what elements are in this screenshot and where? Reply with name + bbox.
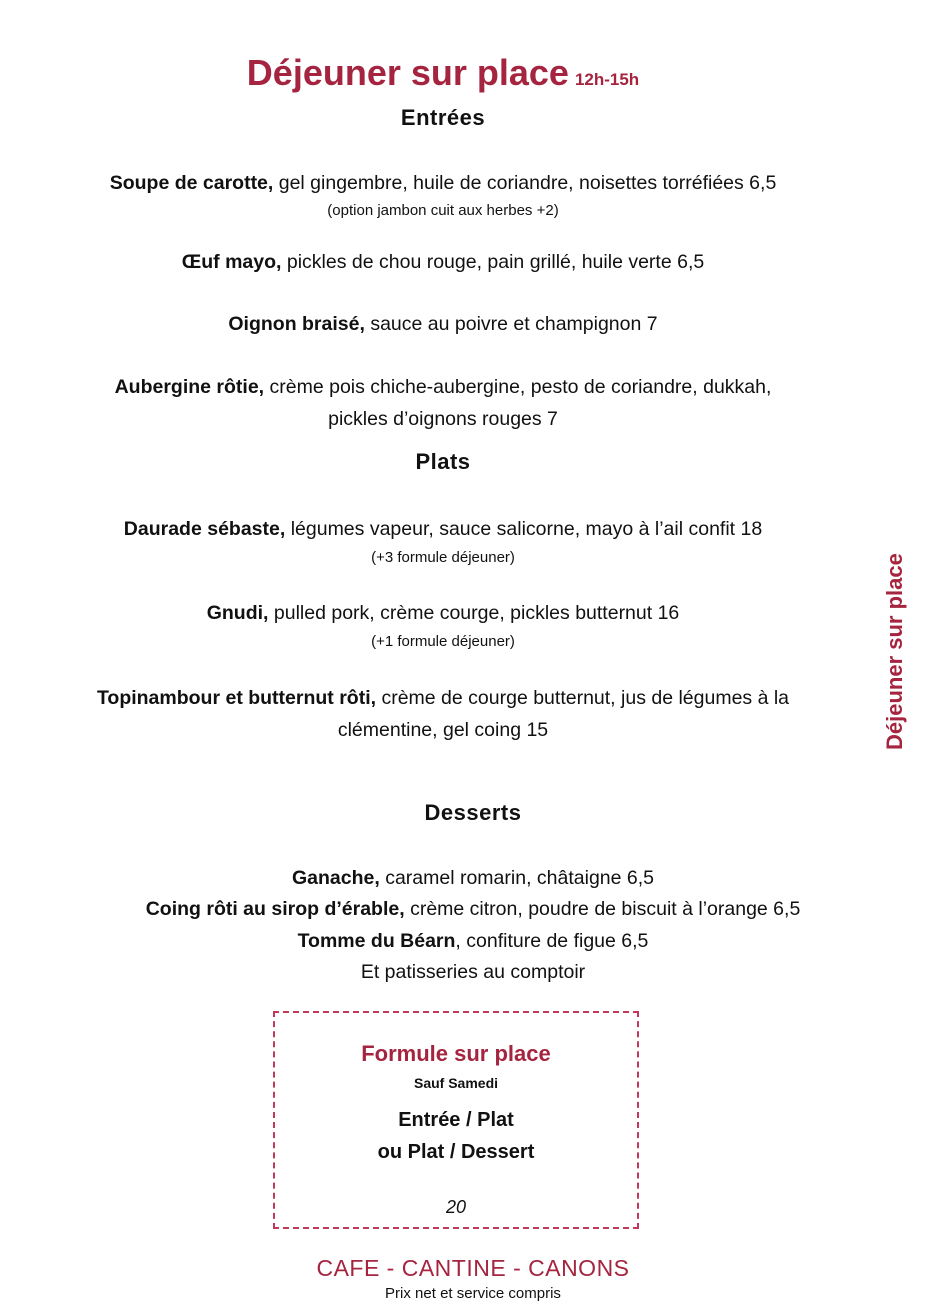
menu-item [30, 926, 916, 957]
dish-name: Tomme du Béarn [297, 930, 456, 952]
formule-option-1: Entrée / Plat [398, 1109, 514, 1131]
dish-description: caramel romarin, châtaigne 6,5 [379, 867, 654, 889]
footer-brand: CAFE - CANTINE - CANONS [316, 1255, 630, 1281]
dish-description: crème de courge butternut, jus de légumes à la [376, 687, 790, 709]
formule-price: 20 [445, 1197, 467, 1217]
dish-name: Ganache, [291, 867, 380, 889]
page-title-row [0, 52, 886, 94]
dish-note: (+3 formule déjeuner) [371, 549, 515, 566]
formule-option-2: ou Plat / Dessert [377, 1141, 535, 1163]
dish-description: crème citron, poudre de biscuit à l’orange 6,5 [404, 898, 801, 920]
footer-note: Prix net et service compris [385, 1285, 561, 1302]
formule-box [273, 1011, 639, 1229]
dish-name: Topinambour et butternut rôti, [96, 687, 377, 709]
dish-name: Gnudi, [206, 602, 269, 624]
dish-description: pickles de chou rouge, pain grillé, huile verte 6,5 [281, 251, 705, 273]
dish-name: Daurade sébaste, [123, 518, 286, 540]
dish-name: Coing rôti au sirop d’érable, [145, 898, 405, 920]
formule-title: Formule sur place [361, 1041, 551, 1066]
desserts-extra: Et patisseries au comptoir [360, 961, 586, 983]
menu-item [0, 168, 886, 199]
menu-item [0, 514, 886, 545]
menu-item [0, 598, 886, 629]
section-heading-desserts: Desserts [424, 800, 522, 825]
dish-name: Soupe de carotte, [109, 172, 274, 194]
menu-item [30, 863, 916, 894]
dish-description: , confiture de figue 6,5 [455, 930, 649, 952]
dish-name: Aubergine rôtie, [114, 376, 265, 398]
service-hours: 12h-15h [574, 70, 640, 89]
page-title: Déjeuner sur place [246, 52, 569, 93]
dish-description-continued: pickles d’oignons rouges 7 [328, 408, 558, 430]
dish-description: sauce au poivre et champignon 7 [364, 313, 658, 335]
menu-item [30, 894, 916, 925]
dish-name: Oignon braisé, [228, 313, 365, 335]
dish-description: crème pois chiche-aubergine, pesto de coriandre, dukkah, [264, 376, 772, 398]
dish-description: légumes vapeur, sauce salicorne, mayo à l’ail confit 18 [285, 518, 763, 540]
dish-note: (option jambon cuit aux herbes +2) [327, 202, 559, 219]
dish-name: Œuf mayo, [181, 251, 282, 273]
section-heading-plats: Plats [415, 449, 471, 474]
dish-description-continued: clémentine, gel coing 15 [337, 719, 549, 741]
dish-note: (+1 formule déjeuner) [371, 633, 515, 650]
menu-item [0, 372, 886, 403]
dish-description: pulled pork, crème courge, pickles butternut 16 [268, 602, 680, 624]
menu-item [0, 247, 886, 278]
side-label: Déjeuner sur place [882, 553, 907, 750]
section-heading-entrees: Entrées [400, 105, 486, 130]
menu-item [0, 683, 886, 714]
formule-subtitle: Sauf Samedi [413, 1075, 499, 1091]
menu-item [0, 309, 886, 340]
dish-description: gel gingembre, huile de coriandre, noisettes torréfiées 6,5 [273, 172, 777, 194]
